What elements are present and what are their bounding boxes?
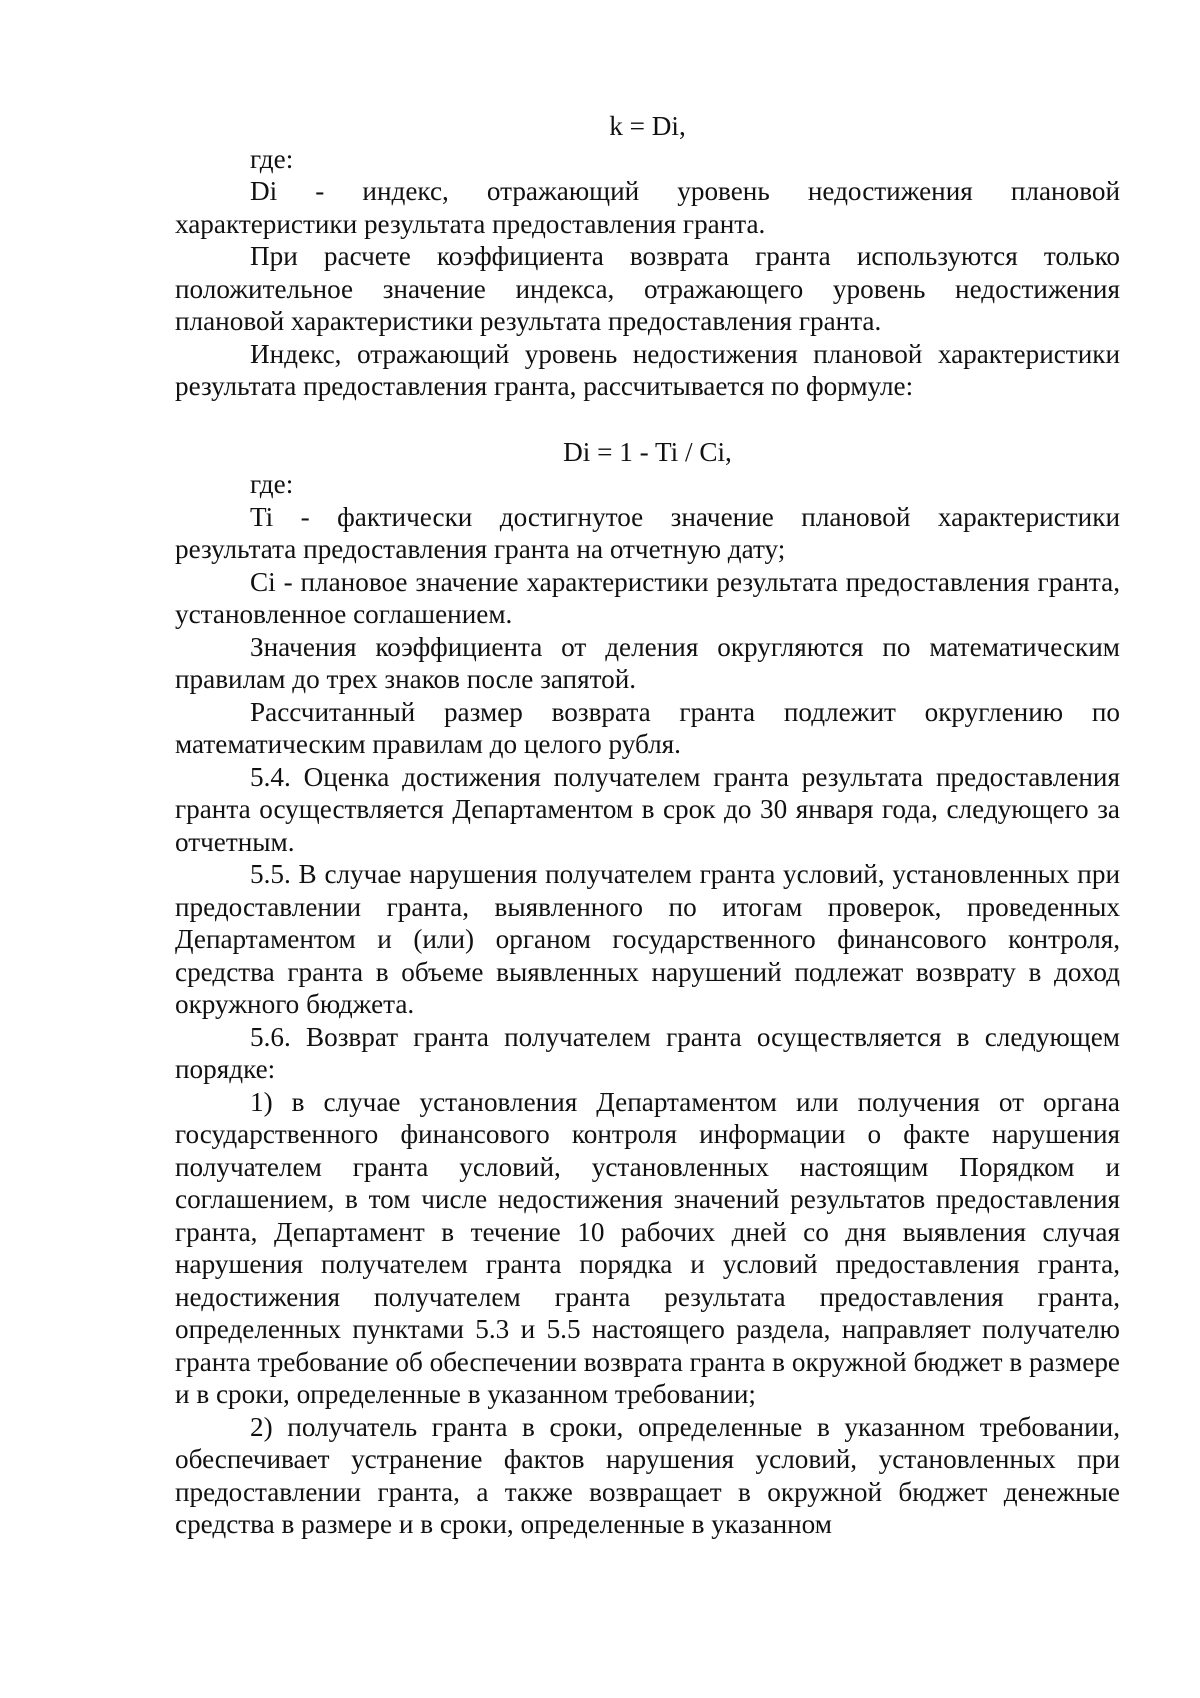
where-label: где:: [250, 143, 294, 174]
paragraph-di-definition: Di - индекс, отражающий уровень недостижения плановой характеристики результата предоставления гранта.: [175, 176, 1120, 239]
paragraph-5-5: 5.5. В случае нарушения получателем гранта условий, установленных при предоставлении гранта, выявленного по итогам проверок, проведенных Департаментом и (или) органом государственного финансового контроля, средства гранта в объеме выявленных нарушений подлежат возврату в доход окружного бюджета.: [175, 859, 1120, 1019]
where-label: где:: [250, 469, 294, 499]
paragraph-rounding-coefficient: Значения коэффициента от деления округляются по математическим правилам до трех знаков после запятой.: [175, 631, 1120, 694]
paragraph-5-6-item-2: 2) получатель гранта в сроки, определенные в указанном требовании, обеспечивает устранение фактов нарушения условий, установленных при предоставлении гранта, а также возвращает в окружной бюджет денежные средства в размере и в сроки, определенные в указанном: [175, 1411, 1120, 1539]
spacer: [175, 403, 1120, 436]
formula-k: k = Di,: [609, 111, 686, 141]
paragraph-index-formula-intro: Индекс, отражающий уровень недостижения плановой характеристики результата предоставления гранта, рассчитывается по формуле:: [175, 338, 1120, 401]
paragraph-ci-definition: Ci - плановое значение характеристики результата предоставления гранта, установленное соглашением.: [175, 566, 1120, 629]
formula-di: Di = 1 - Ti / Ci,: [563, 436, 732, 467]
paragraph-rounding-amount: Рассчитанный размер возврата гранта подлежит округлению по математическим правилам до целого рубля.: [175, 696, 1120, 759]
paragraph-5-6: 5.6. Возврат гранта получателем гранта осуществляется в следующем порядке:: [175, 1021, 1120, 1084]
document-page: [175, 110, 1120, 1541]
paragraph-calculation: При расчете коэффициента возврата гранта используются только положительное значение индекса, отражающего уровень недостижения плановой характеристики результата предоставления гранта.: [175, 241, 1120, 336]
paragraph-5-6-item-1: 1) в случае установления Департаментом или получения от органа государственного финансового контроля информации о факте нарушения получателем гранта условий, установленных настоящим Порядком и соглашением, в том числе недостижения значений результатов предоставления гранта, Департамент в течение 10 рабочих дней со дня выявления случая нарушения получателем гранта порядка и условий предоставления гранта, недостижения получателем гранта результата предоставления гранта, определенных пунктами 5.3 и 5.5 настоящего раздела, направляет получателю гранта требование об обеспечении возврата гранта в окружной бюджет в размере и в сроки, определенные в указанном требовании;: [175, 1086, 1120, 1409]
paragraph-5-4: 5.4. Оценка достижения получателем гранта результата предоставления гранта осуществляется Департаментом в срок до 30 января года, следующего за отчетным.: [175, 761, 1120, 857]
paragraph-ti-definition: Ti - фактически достигнутое значение плановой характеристики результата предоставления гранта на отчетную дату;: [175, 501, 1120, 564]
